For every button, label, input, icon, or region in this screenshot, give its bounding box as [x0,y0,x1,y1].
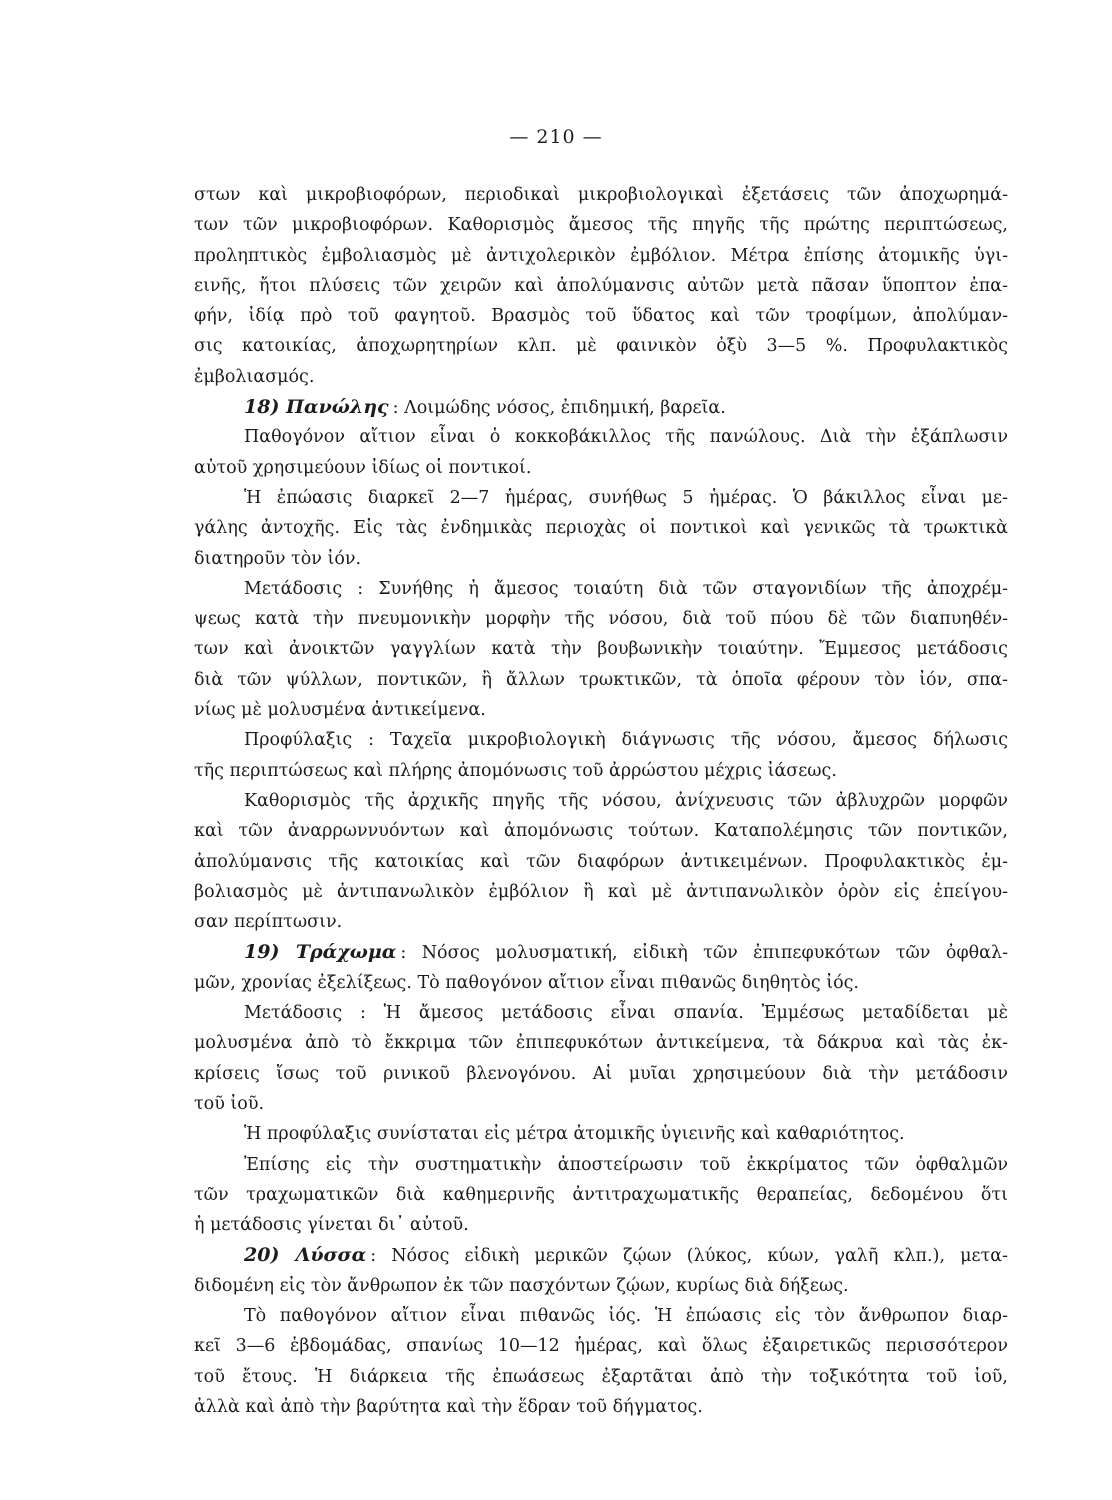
text-line: Ἡ προφύλαξις συνίσταται εἰς μέτρα ἀτομικῆς ὑγιεινῆς καὶ καθαριότητος. [244,1124,905,1145]
text-line: βολιασμὸς μὲ ἀντιπανωλικὸν ἐμβόλιον ἢ καὶ μὲ ἀντιπανωλικὸν ὀρὸν εἰς ἐπείγου- [194,881,1008,902]
section-20-first-line [194,1240,1008,1270]
text-line: τῆς περιπτώσεως καὶ πλήρης ἀπομόνωσις τοῦ ἀρρώστου μέχρις ἰάσεως. [194,760,837,781]
text-line: εινῆς, ἤτοι πλύσεις τῶν χειρῶν καὶ ἀπολύμανσις αὐτῶν μετὰ πᾶσαν ὕποπτον ἐπα- [194,275,1008,296]
text-line: προληπτικὸς ἐμβολιασμὸς μὲ ἀντιχολερικὸν ἐμβόλιον. Μέτρα ἐπίσης ἀτομικῆς ὑγι- [194,245,1008,266]
text-line: Μετάδοσις : Συνήθης ἡ ἄμεσος τοιαύτη διὰ τῶν σταγονιδίων τῆς ἀποχρέμ- [244,578,1008,599]
text-line: φήν, ἰδίᾳ πρὸ τοῦ φαγητοῦ. Βρασμὸς τοῦ ὕδατος καὶ τῶν τροφίμων, ἀπολύμαν- [194,306,1008,327]
text-line: Μετάδοσις : Ἡ ἄμεσος μετάδοσις εἶναι σπανία. Ἐμμέσως μεταδίδεται μὲ [244,1003,1008,1024]
body-text [194,180,1008,1422]
section-18-definition: : Λοιμώδης νόσος, ἐπιδημική, βαρεῖα. [392,398,726,419]
text-line: κρίσεις ἴσως τοῦ ρινικοῦ βλενογόνου. Αἱ μυῖαι χρησιμεύουν διὰ τὴν μετάδοσιν [194,1063,1008,1084]
text-line: γάλης ἀντοχῆς. Εἰς τὰς ἐνδημικὰς περιοχὰς οἱ ποντικοὶ καὶ γενικῶς τὰ τρωκτικὰ [194,518,1008,539]
section-heading-19: 19) Τράχωμα [244,941,397,964]
text-line: διὰ τῶν ψύλλων, ποντικῶν, ἢ ἄλλων τρωκτικῶν, τὰ ὁποῖα φέρουν τὸν ἰόν, σπα- [194,669,1008,690]
section-20-definition: : Νόσος εἰδικὴ μερικῶν ζῴων (λύκος, κύων, γαλῆ κλπ.), μετα- [370,1246,1008,1267]
text-line: νίως μὲ μολυσμένα ἀντικείμενα. [194,700,486,721]
page-number: — 210 — [509,126,603,148]
text-line: μῶν, χρονίας ἐξελίξεως. Τὸ παθογόνον αἴτιον εἶναι πιθανῶς διηθητὸς ἰός. [194,972,859,993]
text-line: σις κατοικίας, ἀποχωρητηρίων κλπ. μὲ φαινικὸν ὀξὺ 3—5 %. Προφυλακτικὸς [194,336,1008,357]
text-line: Ἡ ἐπώασις διαρκεῖ 2—7 ἡμέρας, συνήθως 5 ἡμέρας. Ὁ βάκιλλος εἶναι με- [244,487,1008,508]
section-heading-20: 20) Λύσσα [244,1244,367,1267]
text-line: Παθογόνον αἴτιον εἶναι ὁ κοκκοβάκιλλος τῆς πανώλους. Διὰ τὴν ἐξάπλωσιν [244,427,1008,448]
text-line: καὶ τῶν ἀναρρωννυόντων καὶ ἀπομόνωσις τούτων. Καταπολέμησις τῶν ποντικῶν, [194,821,1008,842]
text-line: μολυσμένα ἀπὸ τὸ ἔκκριμα τῶν ἐπιπεφυκότων ἀντικείμενα, τὰ δάκρυα καὶ τὰς ἐκ- [194,1033,1008,1054]
text-line: Καθορισμὸς τῆς ἀρχικῆς πηγῆς τῆς νόσου, ἀνίχνευσις τῶν ἀβλυχρῶν μορφῶν [244,790,1008,811]
text-line: κεῖ 3—6 ἑβδομάδας, σπανίως 10—12 ἡμέρας, καὶ ὅλως ἐξαιρετικῶς περισσότερον [194,1336,1008,1357]
text-line: διατηροῦν τὸν ἰόν. [194,548,362,569]
section-19-definition: : Νόσος μολυσματική, εἰδικὴ τῶν ἐπιπεφυκότων τῶν ὀφθαλ- [400,943,1008,964]
text-line: Ἐπίσης εἰς τὴν συστηματικὴν ἀποστείρωσιν τοῦ ἐκκρίματος τῶν ὀφθαλμῶν [244,1154,1008,1175]
text-line: ἡ μετάδοσις γίνεται δι᾽ αὐτοῦ. [194,1215,469,1236]
text-line: ἀπολύμανσις τῆς κατοικίας καὶ τῶν διαφόρων ἀντικειμένων. Προφυλακτικὸς ἐμ- [194,851,1008,872]
text-line: ψεως κατὰ τὴν πνευμονικὴν μορφὴν τῆς νόσου, διὰ τοῦ πύου δὲ τῶν διαπυηθέν- [194,609,1008,630]
text-line: Τὸ παθογόνον αἴτιον εἶναι πιθανῶς ἰός. Ἡ ἐπώασις εἰς τὸν ἄνθρωπον διαρ- [244,1305,1008,1326]
text-line: τοῦ ἔτους. Ἡ διάρκεια τῆς ἐπωάσεως ἐξαρτᾶται ἀπὸ τὴν τοξικότητα τοῦ ἰοῦ, [194,1366,1008,1387]
section-18-first-line [194,392,1008,422]
text-line: στων καὶ μικροβιοφόρων, περιοδικαὶ μικροβιολογικαὶ ἐξετάσεις τῶν ἀποχωρημά- [194,185,1008,205]
text-line: διδομένη εἰς τὸν ἄνθρωπον ἐκ τῶν πασχόντων ζῴων, κυρίως διὰ δήξεως. [194,1275,849,1296]
text-line: τῶν τραχωματικῶν διὰ καθημερινῆς ἀντιτραχωματικῆς θεραπείας, δεδομένου ὅτι [194,1184,1008,1205]
text-line: αὐτοῦ χρησιμεύουν ἰδίως οἱ ποντικοί. [194,457,532,478]
text-line: σαν περίπτωσιν. [194,912,343,933]
section-heading-18: 18) Πανώλης [244,396,389,419]
text-line: τοῦ ἰοῦ. [194,1093,265,1114]
text-line: των τῶν μικροβιοφόρων. Καθορισμὸς ἄμεσος τῆς πηγῆς τῆς πρώτης περιπτώσεως, [194,215,1008,236]
text-line: ἀλλὰ καὶ ἀπὸ τὴν βαρύτητα καὶ τὴν ἕδραν τοῦ δήγματος. [194,1396,703,1417]
text-line: Προφύλαξις : Ταχεῖα μικροβιολογικὴ διάγνωσις τῆς νόσου, ἄμεσος δήλωσις [244,730,1008,751]
section-19-first-line [194,937,1008,967]
text-line: των καὶ ἀνοικτῶν γαγγλίων κατὰ τὴν βουβωνικὴν τοιαύτην. Ἔμμεσος μετάδοσις [194,639,1008,660]
text-line: ἐμβολιασμός. [194,366,315,387]
